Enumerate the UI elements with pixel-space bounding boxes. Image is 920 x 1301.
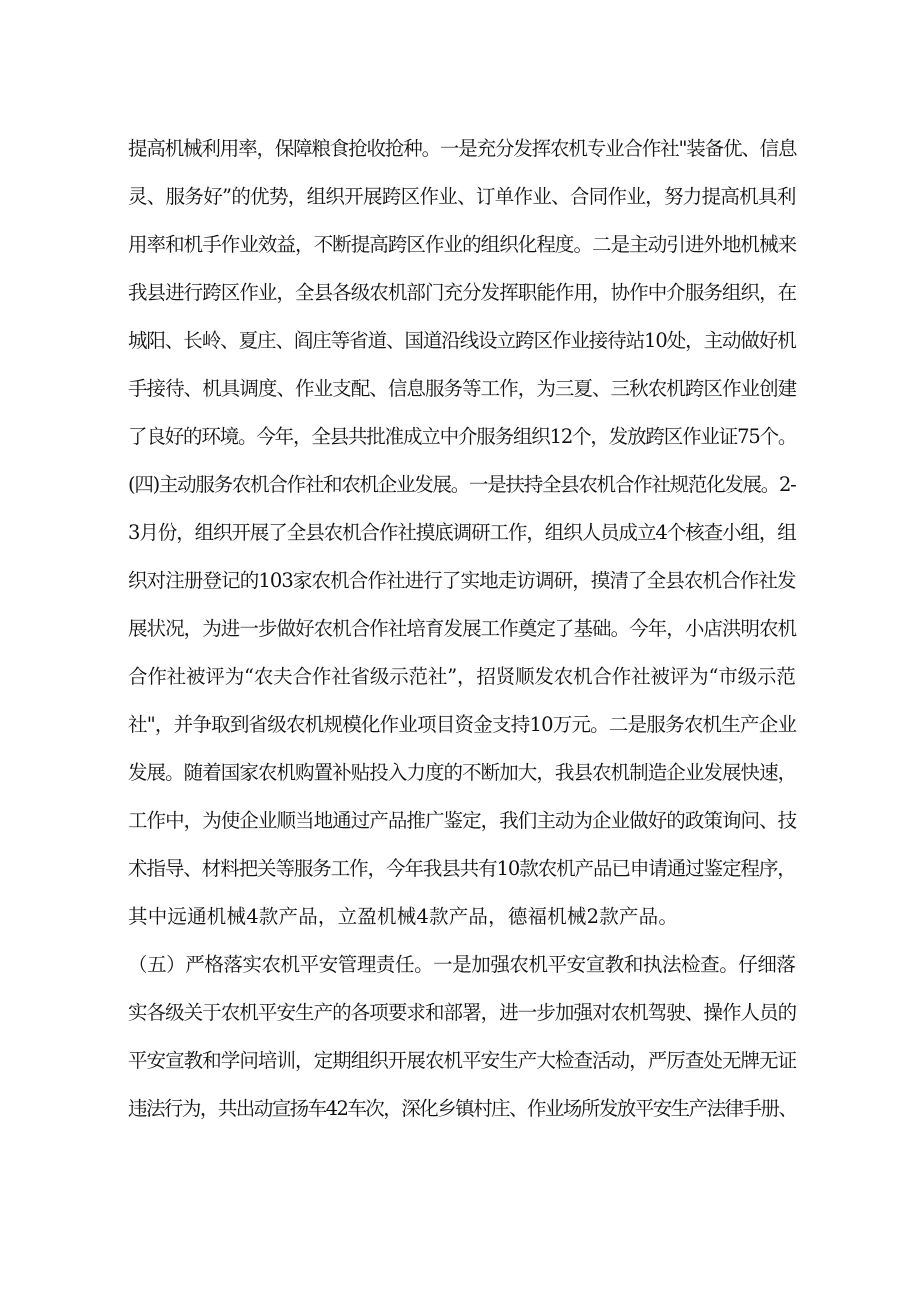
text-line: 3月份，组织开展了全县农机合作社摸底调研工作，组织人员成立4个核查小组，组 [128, 521, 796, 544]
text-line: （五）严格落实农机平安管理责任。一是加强农机平安宣教和执法检查。仔细落 [128, 953, 796, 976]
text-line: (四)主动服务农机合作社和农机企业发展。一是扶持全县农机合作社规范化发展。2- [128, 473, 796, 496]
text-line: 用率和机手作业效益，不断提高跨区作业的组织化程度。二是主动引进外地机械来 [128, 233, 797, 256]
text-line: 提高机械利用率，保障粮食抢收抢种。一是充分发挥农机专业合作社"装备优、信息 [128, 137, 797, 160]
text-line: 实各级关于农机平安生产的各项要求和部署，进一步加强对农机驾驶、操作人员的 [128, 1001, 797, 1024]
text-line: 手接待、机具调度、作业支配、信息服务等工作，为三夏、三秋农机跨区作业创建 [128, 377, 797, 400]
text-line: 合作社被评为“农夫合作社省级示范社”，招贤顺发农机合作社被评为“市级示范 [128, 665, 796, 688]
text-line: 平安宣教和学问培训，定期组织开展农机平安生产大检查活动，严厉查处无牌无证 [128, 1049, 797, 1072]
text-line: 违法行为，共出动宣扬车42车次，深化乡镇村庄、作业场所发放平安生产法律手册、 [128, 1097, 797, 1120]
text-line: 术指导、材料把关等服务工作，今年我县共有10款农机产品已申请通过鉴定程序， [128, 857, 796, 880]
text-line: 工作中，为使企业顺当地通过产品推广鉴定，我们主动为企业做好的政策询问、技 [128, 809, 797, 832]
text-line: 城阳、长岭、夏庄、阎庄等省道、国道沿线设立跨区作业接待站10处，主动做好机 [128, 329, 796, 352]
text-line: 其中远通机械4款产品，立盈机械4款产品，德福机械2款产品。 [128, 905, 679, 928]
text-line: 了良好的环境。今年，全县共批准成立中介服务组织12个，发放跨区作业证75个。 [128, 425, 797, 448]
text-line: 发展。随着国家农机购置补贴投入力度的不断加大，我县农机制造企业发展快速， [128, 761, 797, 784]
text-line: 社"，并争取到省级农机规模化作业项目资金支持10万元。二是服务农机生产企业 [128, 713, 797, 736]
text-line: 灵、服务好”的优势，组织开展跨区作业、订单作业、合同作业，努力提高机具利 [128, 185, 796, 208]
text-line: 织对注册登记的103家农机合作社进行了实地走访调研，摸清了全县农机合作社发 [128, 569, 796, 592]
text-line: 我县进行跨区作业，全县各级农机部门充分发挥职能作用，协作中介服务组织，在 [128, 281, 797, 304]
text-line: 展状况，为进一步做好农机合作社培育发展工作奠定了基础。今年，小店洪明农机 [128, 617, 797, 640]
